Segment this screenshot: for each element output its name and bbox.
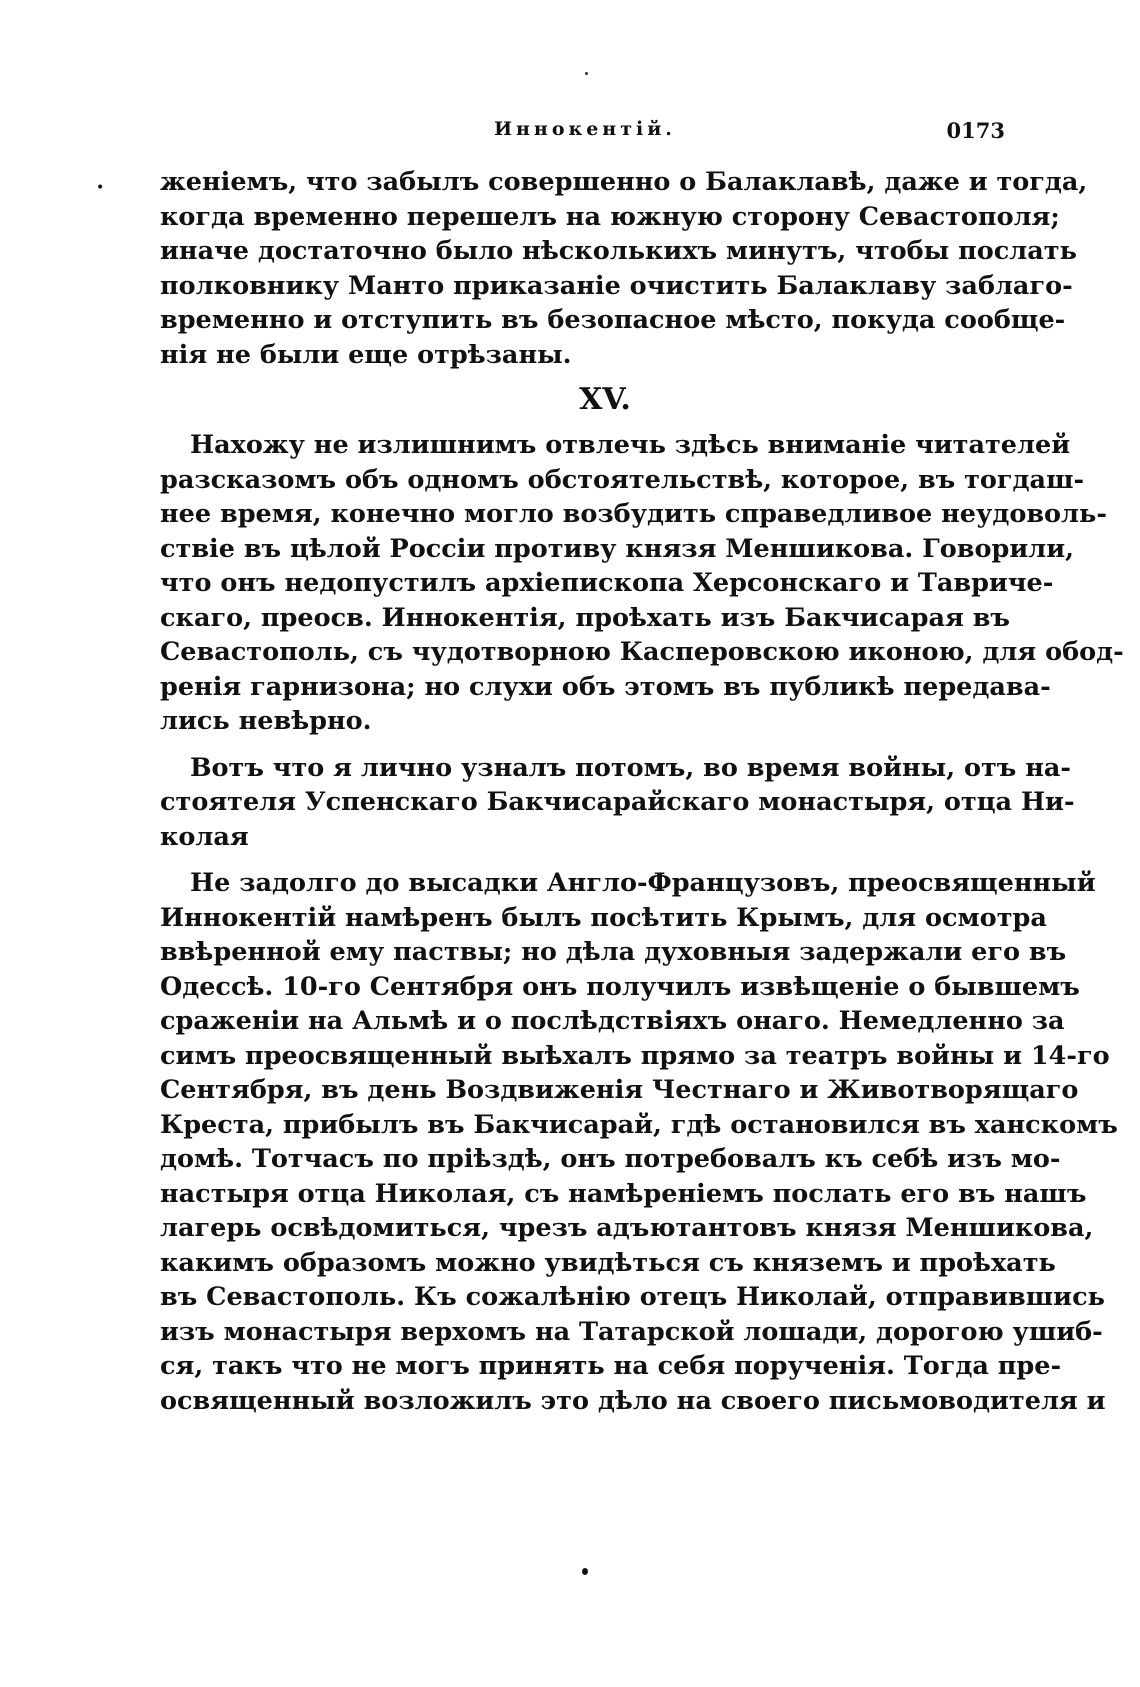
text-line: Иннокентій намѣренъ былъ посѣтить Крымъ, для осмотра [160,902,1047,933]
text-line: нія не были еще отрѣзаны. [160,339,572,370]
paragraph-continuation [160,165,1088,372]
text-line: настыря отца Николая, съ намѣреніемъ послать его въ нашъ [160,1178,1087,1209]
paragraph [160,751,1075,855]
running-title: Иннокентій. [494,118,676,140]
paragraph-gap [160,854,1010,866]
margin-bullet-mark: • [96,180,105,196]
paragraph-gap [160,739,1010,751]
section-heading: XV. [579,382,631,417]
speck-mark [585,72,588,75]
text-line: разсказомъ объ одномъ обстоятельствѣ, которое, въ тогдаш- [160,464,1085,495]
text-line: нее время, конечно могло возбудить справедливое неудоволь- [160,499,1107,529]
text-line: ствіе въ цѣлой Россіи противу князя Меншикова. Говорили, [160,533,1075,564]
text-line: Креста, прибылъ въ Бакчисарай, гдѣ остановился въ ханскомъ [160,1109,1118,1140]
page-header [165,118,1005,148]
text-line: Севастополь, съ чудотворною Касперовскою иконою, для обод- [160,637,1124,667]
text-line: освященный возложилъ это дѣло на своего письмоводителя и [160,1385,1106,1416]
text-line: лагерь освѣдомиться, чрезъ адъютантовъ князя Меншикова, [160,1213,1094,1243]
text-line: Нахожу не излишнимъ отвлечь здѣсь вниманіе читателей [190,430,1071,460]
text-line: Одессѣ. 10-го Сентября онъ получилъ извѣщеніе о бывшемъ [160,971,1080,1002]
text-line: стоятеля Успенскаго Бакчисарайскаго монастыря, отца Ни- [160,787,1075,817]
text-line: ренія гарнизона; но слухи объ этомъ въ публикѣ передава- [160,671,1051,702]
text-line: изъ монастыря верхомъ на Татарской лошади, дорогою ушиб- [160,1316,1103,1347]
text-line: колая [160,821,249,852]
text-line: скаго, преосв. Иннокентія, проѣхать изъ Бакчисарая въ [160,602,1010,633]
text-line: иначе достаточно было нѣсколькихъ минутъ, чтобы послать [160,236,1077,266]
text-line: домѣ. Тотчасъ по пріѣздѣ, онъ потребовалъ къ себѣ изъ мо- [160,1144,1061,1174]
text-line: лись невѣрно. [160,706,372,736]
text-line: когда временно перешелъ на южную сторону Севастополя; [160,201,1060,232]
text-line: симъ преосвященный выѣхалъ прямо за театръ войны и 14-го [160,1040,1110,1071]
paragraph [160,866,1118,1418]
ink-blot-mark [582,1568,588,1575]
text-line: ввѣренной ему паствы; но дѣла духовныя задержали его въ [160,937,1067,967]
text-line: женіемъ, что забылъ совершенно о Балаклавѣ, даже и тогда, [160,167,1088,197]
text-line: Сентября, въ день Воздвиженія Честнаго и Животворящаго [160,1075,1079,1105]
text-line: полковнику Манто приказаніе очистить Балаклаву заблаго- [160,270,1073,301]
text-line: въ Севастополь. Къ сожалѣнію отецъ Николай, отправившись [160,1282,1105,1312]
text-line: Не задолго до высадки Англо-Французовъ, преосвященный [190,868,1096,898]
paragraph [160,428,1124,739]
text-line: Вотъ что я лично узналъ потомъ, во время войны, отъ на- [190,752,1072,783]
text-line: что онъ недопустилъ архіепископа Херсонскаго и Тавриче- [160,568,1054,598]
text-line: временно и отступить въ безопасное мѣсто, покуда сообще- [160,305,1066,335]
text-line: ся, такъ что не могъ принять на себя порученія. Тогда пре- [160,1351,1062,1381]
text-line: сраженіи на Альмѣ и о послѣдствіяхъ онаго. Немедленно за [160,1006,1065,1036]
text-line: какимъ образомъ можно увидѣться съ княземъ и проѣхать [160,1247,1056,1278]
body-text [160,165,1124,1418]
page-number: 0173 [946,118,1005,143]
